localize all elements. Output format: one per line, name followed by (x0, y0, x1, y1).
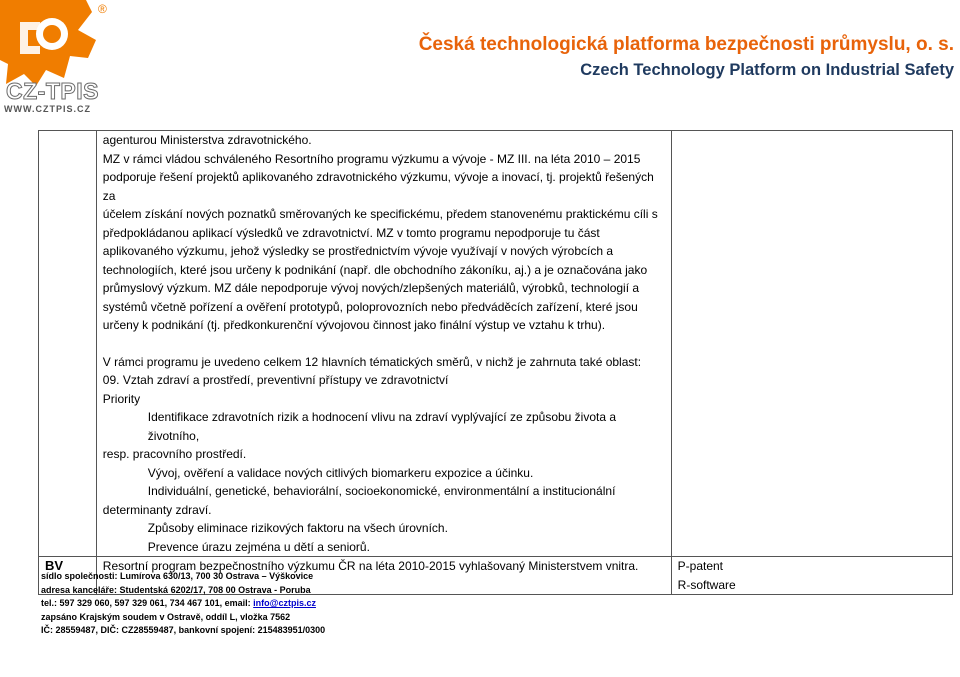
program-line: Priority (102, 391, 141, 406)
priority-item: Identifikace zdravotních rizik a hodnocení vlivu na zdraví vyplývající ze způsobu života a životního, (147, 410, 617, 443)
priority-item-cont: resp. pracovního prostředí. (102, 447, 247, 461)
text-line: účelem získání nových poznatků směrovaných ke specifickému, předem stanovenému praktickému cíli s (102, 207, 658, 221)
priority-item: Způsoby eliminace rizikových faktoru na všech úrovních. (147, 521, 448, 535)
output-cell (671, 131, 952, 557)
header-title-en: Czech Technology Platform on Industrial Safety (580, 61, 954, 79)
output-item: P-patent (677, 559, 724, 573)
text-line: průmyslový výzkum. MZ dále nepodporuje vývoj nových/zlepšených materiálů, výrobků, technologií a (102, 281, 640, 295)
footer (41, 570, 325, 638)
text-line: technologiích, které jsou určeny k podnikání (např. dle obchodního zákoníku, aj.) a je označována jako (102, 262, 648, 277)
email-link[interactable]: info@cztpis.cz (253, 598, 316, 608)
output-item: R-software (677, 577, 736, 592)
footer-phones: tel.: 597 329 060, 597 329 061, 734 467 101, email: (41, 598, 254, 608)
code-cell: BV (39, 557, 97, 595)
program-line: V rámci programu je uvedeno celkem 12 hlavních tématických směrů, v nichž je zahrnuta také oblast: (102, 354, 642, 369)
text-line: agenturou Ministerstva zdravotnického. (102, 133, 312, 147)
text-line: určeny k podnikání (tj. předkonkurenční vývojovou činnost jako finální výstup ve vztahu k trhu). (102, 318, 606, 332)
program-line: 09. Vztah zdraví a prostředí, preventivní přístupy ve zdravotnictví (102, 373, 449, 387)
code-cell (39, 131, 97, 557)
registered-mark: ® (98, 2, 107, 16)
text-line: předpokládanou aplikací výsledků ve zdravotnictví. MZ v tomto programu nepodporuje tu část (102, 225, 600, 240)
header-title-cz: Česká technologická platforma bezpečnosti průmyslu, o. s. (418, 34, 954, 55)
description-cell: Resortní program bezpečnostního výzkumu ČR na léta 2010-2015 vyhlašovaný Ministerstvem vnitra. (96, 557, 671, 595)
logo-text: CZ-TPIS (6, 78, 99, 104)
priority-item-cont: determinanty zdraví. (102, 502, 212, 517)
text-line: aplikovaného výzkumu, jehož výsledky se prostřednictvím vývoje využívají v nových výrobcích a (102, 244, 614, 258)
programs-table (38, 130, 953, 595)
cz-tpis-logo (0, 0, 112, 118)
footer-contact (41, 597, 325, 611)
table-row (39, 131, 953, 557)
logo-url: WWW.CZTPIS.CZ (4, 104, 91, 114)
text-line: systémů včetně pořízení a ověření prototypů, poloprovozních nebo předváděcích zařízení, které jsou (102, 299, 638, 314)
text-line: MZ v rámci vládou schváleného Resortního programu výzkumu a vývoje - MZ III. na léta 2010 – 2015 (102, 151, 641, 166)
footer-registration: zapsáno Krajským soudem v Ostravě, oddíl L, vložka 7562 (41, 611, 291, 622)
priority-item: Vývoj, ověření a validace nových citlivých biomarkeru expozice a účinku. (147, 465, 534, 480)
output-cell (671, 557, 952, 595)
footer-ids: IČ: 28559487, DIČ: CZ28559487, bankovní spojení: 215483951/0300 (41, 625, 326, 635)
text-line: podporuje řešení projektů aplikovaného zdravotnického výzkumu, vývoje a inovací, tj. projektů řešených za (102, 170, 654, 203)
priority-item: Prevence úrazu zejména u dětí a seniorů. (147, 539, 370, 554)
footer-office: adresa kanceláře: Studentská 6202/17, 708 00 Ostrava - Poruba (41, 584, 311, 595)
description-cell (96, 131, 671, 557)
priority-item: Individuální, genetické, behaviorální, socioekonomické, environmentální a institucionální (147, 484, 616, 498)
footer-address: sídlo společnosti: Lumírova 630/13, 700 30 Ostrava – Výškovice (41, 571, 314, 581)
